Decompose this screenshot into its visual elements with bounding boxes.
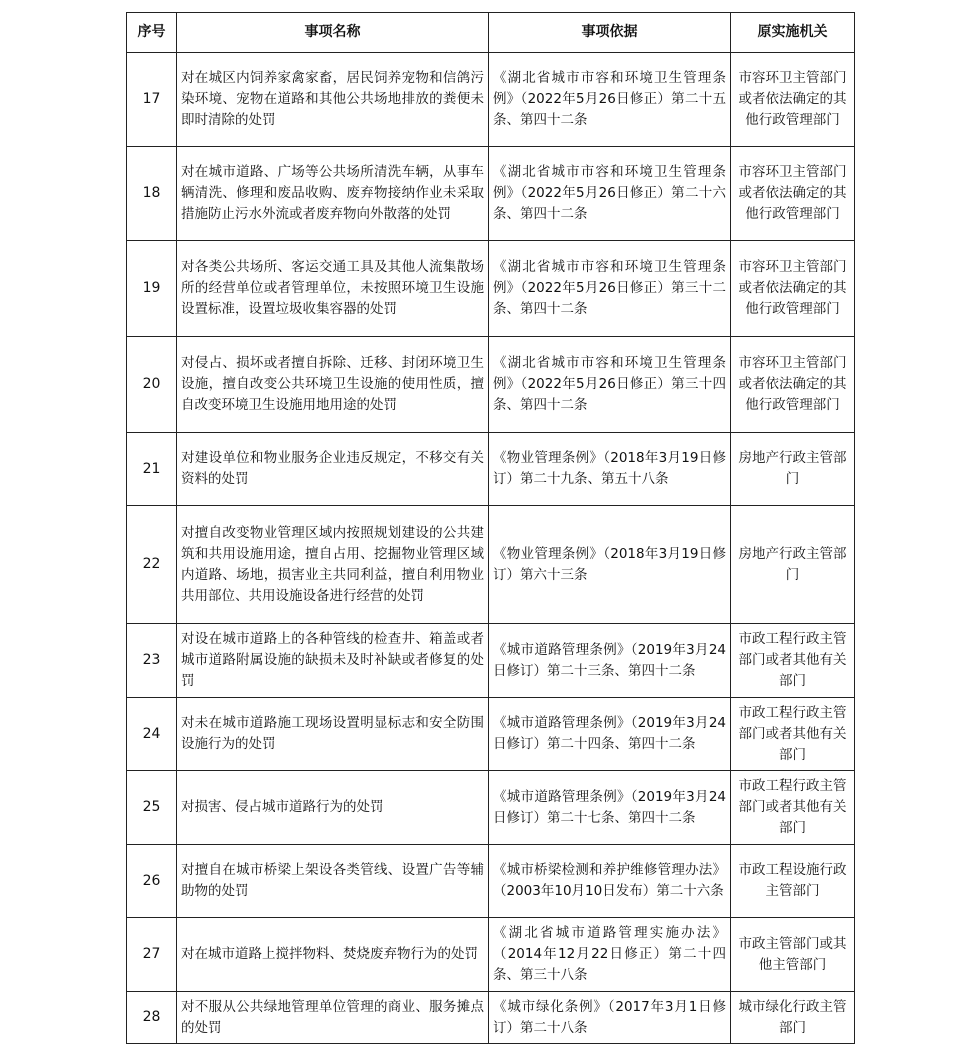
row-number: 26 [127, 845, 177, 918]
row-number: 18 [127, 147, 177, 241]
row-number: 21 [127, 433, 177, 506]
row-agency: 市政工程行政主管部门或者其他有关部门 [731, 771, 855, 845]
row-agency: 市容环卫主管部门或者依法确定的其他行政管理部门 [731, 241, 855, 337]
table-row [127, 918, 855, 992]
table-row [127, 771, 855, 845]
row-item-name: 对设在城市道路上的各种管线的检查井、箱盖或者城市道路附属设施的缺损未及时补缺或者修复的处罚 [177, 624, 489, 698]
row-item-basis: 《城市道路管理条例》（2019年3月24日修订）第二十四条、第四十二条 [489, 698, 731, 771]
row-item-basis: 《湖北省城市市容和环境卫生管理条例》（2022年5月26日修正）第二十五条、第四十二条 [489, 53, 731, 147]
row-number: 17 [127, 53, 177, 147]
row-item-basis: 《湖北省城市市容和环境卫生管理条例》（2022年5月26日修正）第三十二条、第四十二条 [489, 241, 731, 337]
row-number: 25 [127, 771, 177, 845]
row-item-name: 对在城区内饲养家禽家畜，居民饲养宠物和信鸽污染环境、宠物在道路和其他公共场地排放的粪便未即时清除的处罚 [177, 53, 489, 147]
row-item-basis: 《城市绿化条例》（2017年3月1日修订）第二十八条 [489, 992, 731, 1044]
row-number: 27 [127, 918, 177, 992]
table-row [127, 241, 855, 337]
row-agency: 市容环卫主管部门或者依法确定的其他行政管理部门 [731, 147, 855, 241]
row-agency: 城市绿化行政主管部门 [731, 992, 855, 1044]
row-item-name: 对未在城市道路施工现场设置明显标志和安全防围设施行为的处罚 [177, 698, 489, 771]
table-row [127, 698, 855, 771]
header-no: 序号 [127, 13, 177, 53]
row-number: 28 [127, 992, 177, 1044]
row-item-basis: 《物业管理条例》（2018年3月19日修订）第六十三条 [489, 506, 731, 624]
row-agency: 市政主管部门或其他主管部门 [731, 918, 855, 992]
row-number: 22 [127, 506, 177, 624]
row-item-basis: 《城市桥梁检测和养护维修管理办法》（2003年10月10日发布）第二十六条 [489, 845, 731, 918]
row-item-name: 对不服从公共绿地管理单位管理的商业、服务摊点的处罚 [177, 992, 489, 1044]
row-item-name: 对建设单位和物业服务企业违反规定，不移交有关资料的处罚 [177, 433, 489, 506]
table-row [127, 337, 855, 433]
row-item-basis: 《湖北省城市市容和环境卫生管理条例》（2022年5月26日修正）第三十四条、第四十二条 [489, 337, 731, 433]
items-table [126, 12, 855, 1044]
row-agency: 市容环卫主管部门或者依法确定的其他行政管理部门 [731, 53, 855, 147]
row-agency: 房地产行政主管部门 [731, 433, 855, 506]
row-item-name: 对在城市道路上搅拌物料、焚烧废弃物行为的处罚 [177, 918, 489, 992]
row-item-name: 对擅自在城市桥梁上架设各类管线、设置广告等辅助物的处罚 [177, 845, 489, 918]
row-agency: 市政工程行政主管部门或者其他有关部门 [731, 624, 855, 698]
row-item-name: 对在城市道路、广场等公共场所清洗车辆，从事车辆清洗、修理和废品收购、废弃物接纳作业未采取措施防止污水外流或者废弃物向外散落的处罚 [177, 147, 489, 241]
row-agency: 市容环卫主管部门或者依法确定的其他行政管理部门 [731, 337, 855, 433]
table-row [127, 624, 855, 698]
table-header-row [127, 13, 855, 53]
row-number: 19 [127, 241, 177, 337]
row-agency: 市政工程设施行政主管部门 [731, 845, 855, 918]
row-number: 24 [127, 698, 177, 771]
row-agency: 市政工程行政主管部门或者其他有关部门 [731, 698, 855, 771]
header-name: 事项名称 [177, 13, 489, 53]
header-basis: 事项依据 [489, 13, 731, 53]
row-item-name: 对损害、侵占城市道路行为的处罚 [177, 771, 489, 845]
table-row [127, 845, 855, 918]
row-number: 20 [127, 337, 177, 433]
row-item-name: 对侵占、损坏或者擅自拆除、迁移、封闭环境卫生设施，擅自改变公共环境卫生设施的使用性质，擅自改变环境卫生设施用地用途的处罚 [177, 337, 489, 433]
row-item-basis: 《湖北省城市道路管理实施办法》（2014年12月22日修正）第二十四条、第三十八条 [489, 918, 731, 992]
row-item-basis: 《城市道路管理条例》（2019年3月24日修订）第二十七条、第四十二条 [489, 771, 731, 845]
row-item-name: 对擅自改变物业管理区域内按照规划建设的公共建筑和共用设施用途，擅自占用、挖掘物业管理区域内道路、场地，损害业主共同利益，擅自利用物业共用部位、共用设施设备进行经营的处罚 [177, 506, 489, 624]
table-row [127, 992, 855, 1044]
table-row [127, 433, 855, 506]
row-item-basis: 《城市道路管理条例》（2019年3月24日修订）第二十三条、第四十二条 [489, 624, 731, 698]
header-agency: 原实施机关 [731, 13, 855, 53]
row-agency: 房地产行政主管部门 [731, 506, 855, 624]
row-item-basis: 《物业管理条例》（2018年3月19日修订）第二十九条、第五十八条 [489, 433, 731, 506]
table-row [127, 53, 855, 147]
table-row [127, 147, 855, 241]
table-row [127, 506, 855, 624]
row-number: 23 [127, 624, 177, 698]
row-item-basis: 《湖北省城市市容和环境卫生管理条例》（2022年5月26日修正）第二十六条、第四十二条 [489, 147, 731, 241]
row-item-name: 对各类公共场所、客运交通工具及其他人流集散场所的经营单位或者管理单位，未按照环境卫生设施设置标准，设置垃圾收集容器的处罚 [177, 241, 489, 337]
